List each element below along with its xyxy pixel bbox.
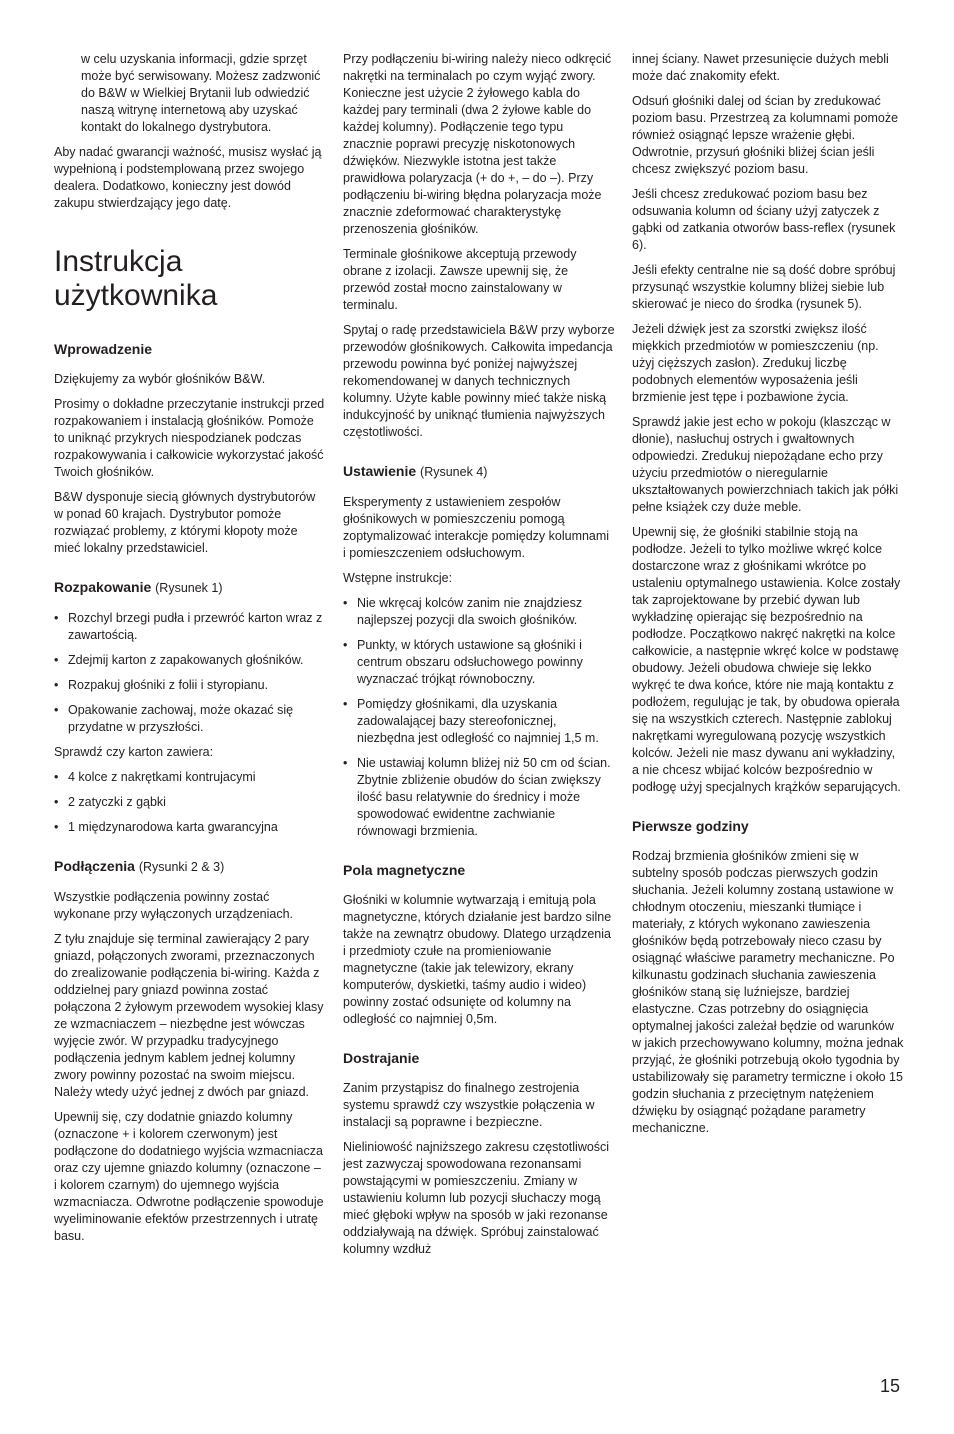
placement-heading <box>343 462 615 481</box>
figure-reference: (Rysunek 1) <box>155 581 223 595</box>
column-left <box>54 51 326 1253</box>
tuning-heading <box>343 1049 615 1067</box>
list-item: • Pomiędzy głośnikami, dla uzyskania zadowalającej bazy stereofonicznej, niezbędna jest odległość co najmniej 1,5 m. <box>343 696 615 747</box>
contents-list <box>54 769 326 836</box>
connections-paragraph: Wszystkie podłączenia powinny zostać wykonane przy wyłączonych urządzeniach. <box>54 890 294 921</box>
connections-heading-text: Podłączenia <box>54 858 135 874</box>
terminals-paragraph: Terminale głośnikowe akceptują przewody obrane z izolacji. Zawsze upewnij się, że przewód został mocno zainstalowany w terminalu. <box>343 247 577 312</box>
magnetic-heading <box>343 861 615 879</box>
intro-heading <box>54 340 326 358</box>
list-item: • Rozchyl brzegi pudła i przewróć karton wraz z zawartością. <box>54 610 326 644</box>
list-item: • Nie wkręcaj kolców zanim nie znajdziesz najlepszej pozycji dla swoich głośników. <box>343 595 615 629</box>
unpack-list <box>54 610 326 736</box>
placement-list <box>343 595 615 840</box>
spikes-paragraph: Upewnij się, że głośniki stabilnie stoją na podłodze. Jeżeli to tylko możliwe wkręć kolce dostarczone wraz z głośnikami wkrótce po ustaleniu optymalnego ustawienia. Kolce zostały tak zaprojektowane by przebić dywan lub wykładzinę opierając się bezpośrednio na podłodze. Początkowo nakręć nakrętki na kolce całkowicie, a następnie wkręć kolce w podstawę obudowy. Jeżeli obudowa chwieje się lekko wykręć te dwa końce, które nie mają kontaktu z podłożem, regulując je tak, by obudowa opierała się na wszystkich czterech. Następnie zablokuj nakrętkami wyregulowaną pozycję wszystkich kolców. Jeżeli nie masz dywanu ani wykładziny, a nie chcesz wbijać kolców bezpośrednio w podłogę użyj specjalnych krążków separujących. <box>632 525 901 794</box>
unpack-heading-text: Rozpakowanie <box>54 579 152 595</box>
placement-paragraph: Wstępne instrukcje: <box>343 571 453 585</box>
list-item: • Opakowanie zachowaj, może okazać się przydatne w przyszłości. <box>54 702 326 736</box>
intro-heading-text: Wprowadzenie <box>54 341 153 357</box>
first-hours-heading-text: Pierwsze godziny <box>632 818 749 834</box>
magnetic-paragraph: Głośniki w kolumnie wytwarzają i emitują pola magnetyczne, których działanie jest bardzo silne także na zewnątrz obudowy. Dlatego urządzenia i przedmioty czułe na promieniowanie magnetyczne (takie jak telewizory, ekrany komputerów, dyskietki, taśmy audio i wideo) powinny zostać odsunięte od kolumny na odległość co najmniej 0,5m. <box>343 893 612 1026</box>
tuning-paragraph: Odsuń głośniki dalej od ścian by zredukować poziom basu. Przestrzeą za kolumnami pomoże również osiągnąć lepsze wrażenie głębi. Odwrotnie, przysuń głośniki bliżej ścian jeśli chcesz zwiększyć poziom basu. <box>632 94 899 176</box>
connections-heading <box>54 857 326 876</box>
contents-intro: Sprawdź czy karton zawiera: <box>54 745 214 759</box>
intro-paragraph: Prosimy o dokładne przeczytanie instrukcji przed rozpakowaniem i instalacją głośników. Pomoże to uniknąć przykrych niespodzianek podczas rozpakowywania i całkowicie wykorzystać jakość Twoich głośników. <box>54 397 325 479</box>
tuning-paragraph: Jeśli chcesz zredukować poziom basu bez odsuwania kolumn od ściany użyj zatyczek z gąbki od zatkania otworów bass-reflex (rysunek 6). <box>632 187 896 252</box>
list-item: • Zdejmij karton z zapakowanych głośników. <box>54 652 326 669</box>
list-item: • 4 kolce z nakrętkami kontrujacymi <box>54 769 326 786</box>
list-item: • Rozpakuj głośniki z folii i styropianu. <box>54 677 326 694</box>
tuning-paragraph: Nieliniowość najniższego zakresu częstotliwości jest zazwyczaj spowodowana rezonansami powstającymi w pomieszczeniu. Zmiany w ustawieniu kolumn lub pozycji słuchaczy mogą mieć głęboki wpływ na sposób w jaki rezonanse oddziaływają na dźwięk. Spróbuj zainstalować kolumny wzdłuż <box>343 1140 610 1256</box>
list-item: • Punkty, w których ustawione są głośniki i centrum obszaru odsłuchowego powinny wyznaczać trójkąt równoboczny. <box>343 637 615 688</box>
magnetic-heading-text: Pola magnetyczne <box>343 862 466 878</box>
tuning-paragraph: Jeśli efekty centralne nie są dość dobre spróbuj przysunąć wszystkie kolumny bliżej siebie lub skierować je nieco do środka (rysunek 5). <box>632 263 896 311</box>
connections-paragraph: Z tyłu znajduje się terminal zawierający 2 pary gniazd, połączonych zworami, przeznaczonych do zrealizowanie podłączenia bi-wiring. Każda z oddzielnej pary gniazd powinna zostać połączona 2 żyłowym przewodem wysokiej klasy ze wzmacniaczem – niezbędne jest wówczas wyjęcie zwór. W przypadku tradycyjnego podłączenia jednym kablem jednej kolumny zwory powinny pozostać na swoim miejscu. Należy wtedy użyć jednej z dwóch par gniazd. <box>54 932 324 1099</box>
first-hours-heading <box>632 817 904 835</box>
manual-title: Instrukcja użytkownika <box>54 245 218 312</box>
placement-paragraph: Eksperymenty z ustawieniem zespołów głośnikowych w pomieszczeniu pomogą zoptymalizować interakcje pomiędzy kolumnami i pomieszczeniem odsłuchowym. <box>343 495 610 560</box>
list-item: • 2 zatyczki z gąbki <box>54 794 326 811</box>
intro-paragraph: Dziękujemy za wybór głośników B&W. <box>54 372 266 386</box>
intro-paragraph: B&W dysponuje siecią głównych dystrybutorów w ponad 60 krajach. Dystrybutor pomoże rozwiązać problemy, z którymi kłopoty może mieć lokalny przedstawiciel. <box>54 490 316 555</box>
list-item: • Nie ustawiaj kolumn bliżej niż 50 cm od ścian. Zbytnie zbliżenie obudów do ścian zwiększy ilość basu relatywnie do średnicy i może spowodować ewidentne zachwianie równowagi brzmienia. <box>343 755 615 840</box>
first-hours-paragraph: Rodzaj brzmienia głośników zmieni się w subtelny sposób podczas pierwszych godzin słuchania. Jeżeli kolumny zostaną ustawione w chłodnym otoczeniu, mieszanki tłumiące i materiały, z których wykonano zawieszenia głośników będą potrzebowały nieco czasu by osiągnąć właściwe parametry mechaniczne. Po kilkunastu godzinach słuchania zawieszenia głośników staną się luźniejsze, bardziej elastyczne. Czas potrzebny do osiągnięcia optymalnej jakości zależał będzie od warunków w jakich przechowywano kolumny, można jednak przyjąć, że głośniki potrzebują około tygodnia by ustabilizowały się parametry termiczne i około 15 godzin słuchania z przeciętnym natężeniem dźwięku by osiągnąć pożądane parametry mechaniczne. <box>632 849 904 1135</box>
figure-reference: (Rysunek 4) <box>420 465 488 479</box>
tuning-paragraph: Sprawdź jakie jest echo w pokoju (klaszcząc w dłonie), nasłuchuj ostrych i gwałtownych odpowiedzi. Zredukuj niepożądane echo przy użyciu przedmiotów o nieregularnie ukształtowanych powierzchniach takich jak półki pełne książek czy duże meble. <box>632 415 899 514</box>
figure-reference: (Rysunki 2 & 3) <box>138 860 225 874</box>
column-right <box>632 51 904 1145</box>
service-info-paragraph: w celu uzyskania informacji, gdzie sprzęt może być serwisowany. Możesz zadzwonić do B&W w Wielkiej Brytanii lub odwiedzić naszą witrynę internetową aby uzyskać kontakt do lokalnego dystrybutora. <box>81 52 321 134</box>
tuning-paragraph: innej ściany. Nawet przesunięcie dużych mebli może dać znakomity efekt. <box>632 52 889 83</box>
list-item: • 1 międzynarodowa karta gwarancyjna <box>54 819 326 836</box>
unpack-heading <box>54 578 326 597</box>
cables-paragraph: Spytaj o radę przedstawiciela B&W przy wyborze przewodów głośnikowych. Całkowita impedancja przewodu powinna być poniżej najwyższej rekomendowanej w danych technicznych kolumny. Użyte kable powinny mieć także niską indukcyjność by uniknąć tłumienia najwyższych częstotliwości. <box>343 323 615 439</box>
page-number: 15 <box>880 1376 901 1396</box>
tuning-paragraph: Zanim przystąpisz do finalnego zestrojenia systemu sprawdź czy wszystkie połączenia w instalacji są poprawne i bezpieczne. <box>343 1081 595 1129</box>
connections-paragraph: Upewnij się, czy dodatnie gniazdo kolumny (oznaczone + i kolorem czerwonym) jest podłączone do dodatniego wyjścia wzmacniacza oraz czy ujemne gniazdo kolumny (oznaczone – i kolorem czarnym) do ujemnego wyjścia wzmacniacza. Odwrotne podłączenie spowoduje wyeliminowanie efektów przestrzennych i utratę basu. <box>54 1110 324 1243</box>
placement-heading-text: Ustawienie <box>343 463 417 479</box>
tuning-paragraph: Jeżeli dźwięk jest za szorstki zwiększ ilość miękkich przedmiotów w pomieszczeniu (np. użyj cięższych zasłon). Zredukuj liczbę podobnych elementów wyposażenia jeśli brzmienie jest tępe i pozbawione życia. <box>632 322 879 404</box>
biwiring-paragraph: Przy podłączeniu bi-wiring należy nieco odkręcić nakrętki na terminalach po czym wyjąć zwory. Konieczne jest użycie 2 żyłowego kabla do każdej pary terminali (dwa 2 żyłowe kable do każdej kolumny). Podłączenie tego typu znacznie poprawi precyzję niskotonowych dźwięków. Niezwykle istotna jest także prawidłowa polaryzacja (+ do +, – do –). Przy podłączeniu bi-wiring błędna polaryzacja może znacznie zdeformować charakterystykę przenoszenia głośników. <box>343 52 612 236</box>
tuning-heading-text: Dostrajanie <box>343 1050 420 1066</box>
column-middle <box>343 51 615 1266</box>
warranty-paragraph: Aby nadać gwarancji ważność, musisz wysłać ją wypełnioną i podstemplowaną przez swojego dealera. Dodatkowo, konieczny jest dowód zakupu stwierdzający jego datę. <box>54 145 322 210</box>
